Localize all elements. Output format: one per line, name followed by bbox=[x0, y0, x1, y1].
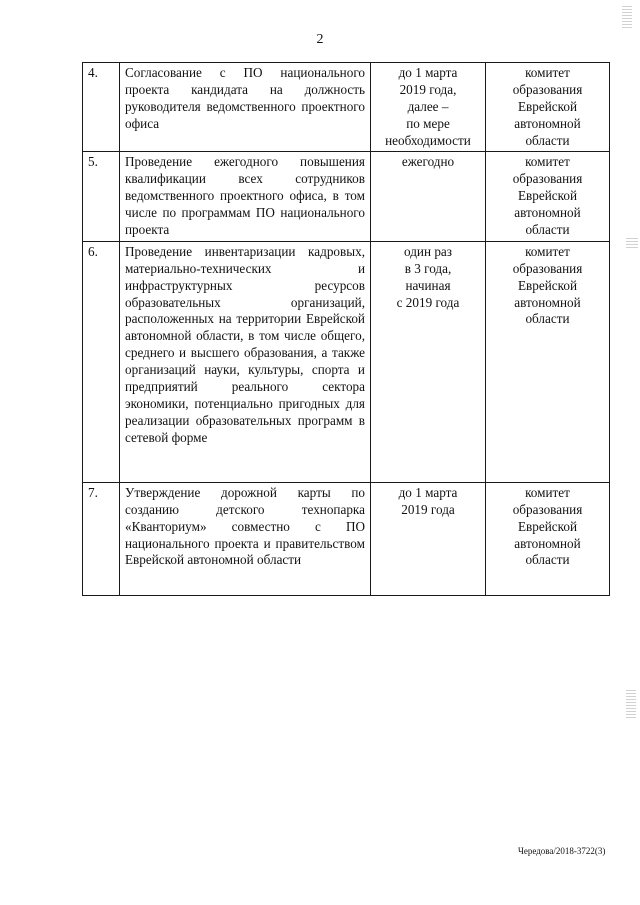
table-row bbox=[83, 241, 610, 482]
responsible-cell bbox=[486, 152, 610, 241]
row-number: 7. bbox=[83, 482, 120, 595]
responsible-line: области bbox=[525, 132, 570, 148]
responsible-line: автономной bbox=[514, 115, 581, 131]
responsible-line: комитет bbox=[525, 154, 570, 170]
deadline-line: в 3 года, bbox=[404, 260, 452, 276]
responsible-line: образования bbox=[512, 501, 583, 517]
table-row bbox=[83, 482, 610, 595]
deadline-line: далее – bbox=[407, 98, 449, 114]
responsible-line: комитет bbox=[525, 243, 570, 259]
row-number: 4. bbox=[83, 63, 120, 152]
responsible-line: автономной bbox=[514, 205, 581, 221]
responsible-cell bbox=[486, 241, 610, 482]
responsible-line: автономной bbox=[514, 535, 581, 551]
deadline-line: до 1 марта bbox=[398, 65, 458, 80]
responsible-line: комитет bbox=[525, 65, 570, 80]
deadline-line: начиная bbox=[405, 277, 451, 293]
scan-artifact bbox=[622, 6, 632, 28]
responsible-line: Еврейской bbox=[517, 98, 578, 114]
scan-artifact bbox=[626, 236, 638, 248]
document-code: Чередова/2018-3722(3) bbox=[518, 846, 606, 856]
row-number: 5. bbox=[83, 152, 120, 241]
deadline-line: ежегодно bbox=[401, 154, 455, 170]
plan-table bbox=[82, 62, 610, 596]
responsible-line: Еврейской bbox=[517, 277, 578, 293]
deadline-line: до 1 марта bbox=[398, 484, 458, 500]
task-description: Проведение инвентаризации кадровых, материально-технических и инфраструктурных ресурсов образовательных организаций, расположенных на территории Еврейской автономной области, в том числе общего, среднего и высшего образования, а также организаций науки, культуры, спорта и предприятий реального сектора экономики, потенциально пригодных для реализации образовательных программ в сетевой форме bbox=[120, 241, 371, 482]
responsible-line: комитет bbox=[525, 484, 570, 500]
responsible-line: образования bbox=[512, 81, 583, 97]
responsible-line: Еврейской bbox=[517, 518, 578, 534]
task-description: Согласование с ПО национального проекта кандидата на должность руководителя ведомственного проектного офиса bbox=[120, 63, 371, 152]
responsible-line: образования bbox=[512, 171, 583, 187]
deadline-cell bbox=[371, 241, 486, 482]
responsible-line: области bbox=[525, 552, 570, 568]
responsible-line: Еврейской bbox=[517, 188, 578, 204]
responsible-line: автономной bbox=[514, 294, 581, 310]
deadline-line: один раз bbox=[404, 243, 452, 259]
table-row bbox=[83, 152, 610, 241]
deadline-line: с 2019 года bbox=[396, 294, 460, 310]
deadline-line: по мере bbox=[406, 115, 450, 131]
deadline-line: 2019 года, bbox=[399, 81, 457, 97]
table-row bbox=[83, 63, 610, 152]
deadline-cell bbox=[371, 63, 486, 152]
responsible-line: области bbox=[525, 311, 570, 327]
page-number: 2 bbox=[316, 32, 324, 47]
responsible-cell bbox=[486, 482, 610, 595]
responsible-line: области bbox=[525, 222, 570, 238]
task-description: Проведение ежегодного повышения квалификации всех сотрудников ведомственного проектного офиса, в том числе по программам ПО национального проекта bbox=[120, 152, 371, 241]
deadline-cell bbox=[371, 152, 486, 241]
responsible-cell bbox=[486, 63, 610, 152]
row-number: 6. bbox=[83, 241, 120, 482]
task-description: Утверждение дорожной карты по созданию детского технопарка «Кванториум» совместно с ПО национального проекта и правительством Еврейской автономной области bbox=[120, 482, 371, 595]
responsible-line: образования bbox=[512, 260, 583, 276]
scan-artifact bbox=[626, 690, 636, 718]
deadline-line: необходимости bbox=[385, 132, 471, 148]
deadline-cell bbox=[371, 482, 486, 595]
deadline-line: 2019 года bbox=[401, 501, 455, 517]
